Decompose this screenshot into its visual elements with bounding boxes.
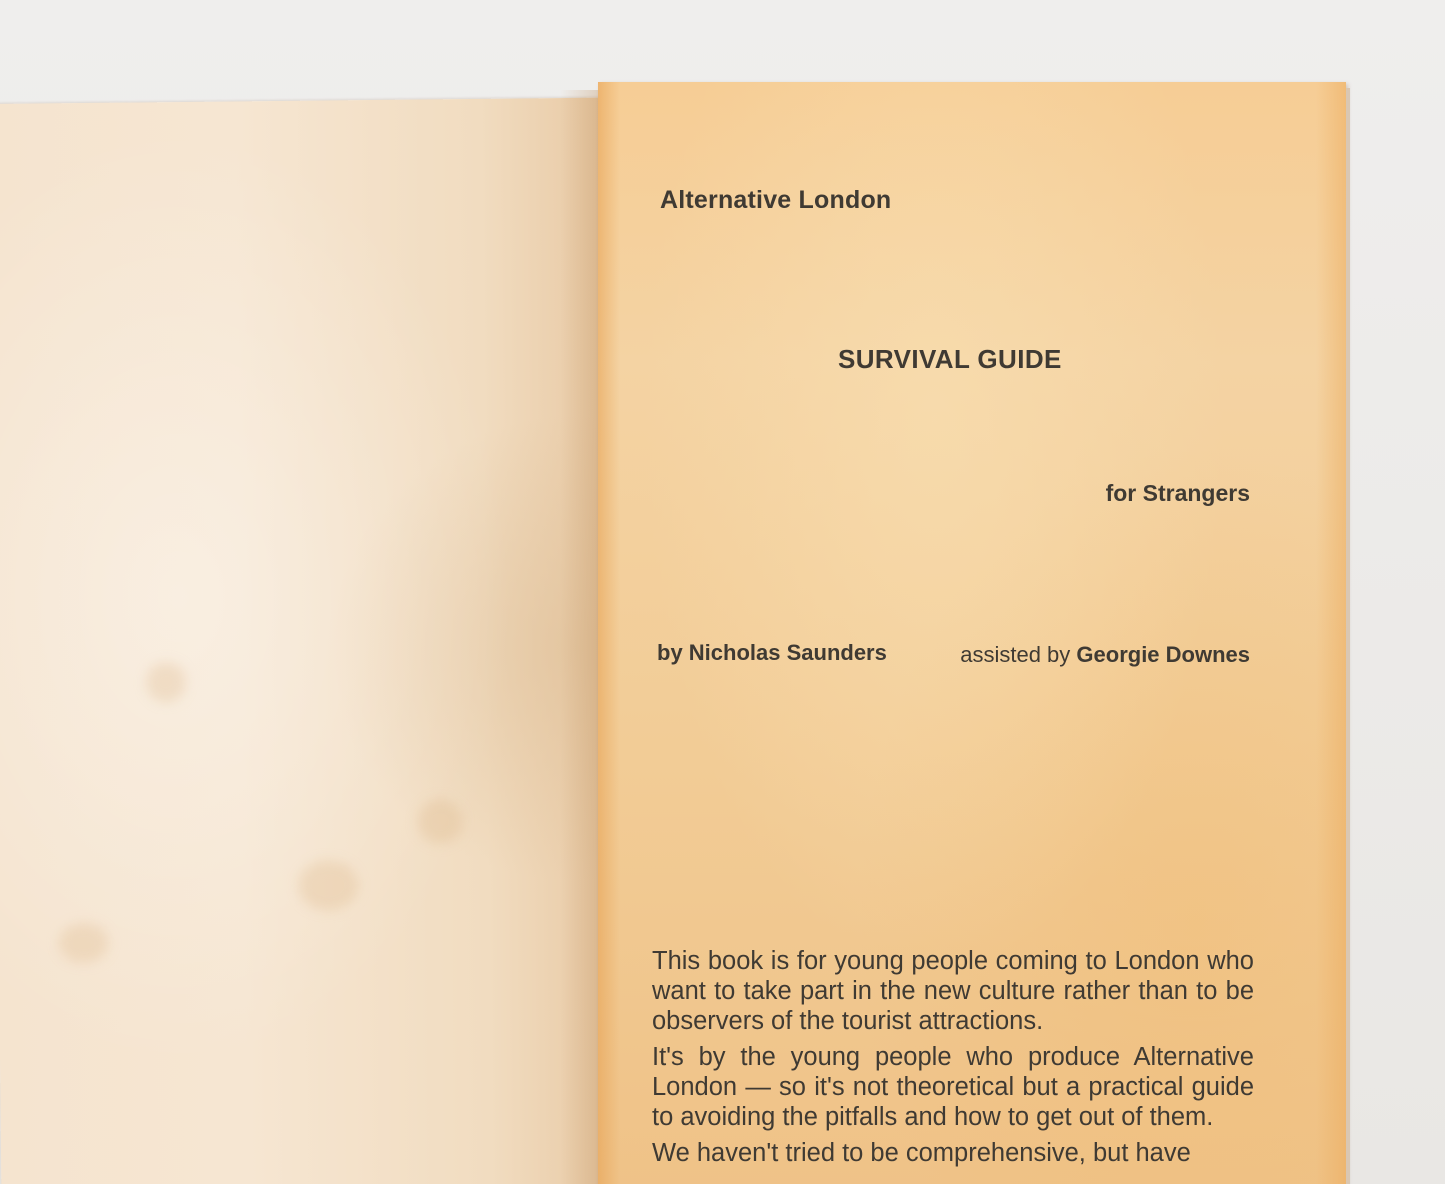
page-edge: [1346, 88, 1350, 1184]
blurb-text: [652, 946, 1254, 1174]
blurb-paragraph: This book is for young people coming to London who want to take part in the new culture rather than to be observers of the tourist attractions.: [652, 947, 1254, 1035]
assistant-prefix: assisted by: [960, 642, 1077, 667]
left-blank-page: [0, 98, 613, 1184]
author-credit: by Nicholas Saunders: [657, 640, 887, 665]
assistant-name: Georgie Downes: [1076, 642, 1250, 667]
assistant-credit: [960, 642, 1250, 668]
book-title: SURVIVAL GUIDE: [838, 344, 1062, 374]
series-title: Alternative London: [660, 186, 892, 214]
book-subtitle: for Strangers: [1105, 480, 1250, 506]
blurb-paragraph-cut: We haven't tried to be comprehensive, but have: [652, 1139, 1191, 1167]
title-page: [598, 82, 1346, 1184]
blurb-paragraph: It's by the young people who produce Alternative London — so it's not theoretical but a practical guide to avoiding the pitfalls and how to get out of them.: [652, 1043, 1254, 1131]
